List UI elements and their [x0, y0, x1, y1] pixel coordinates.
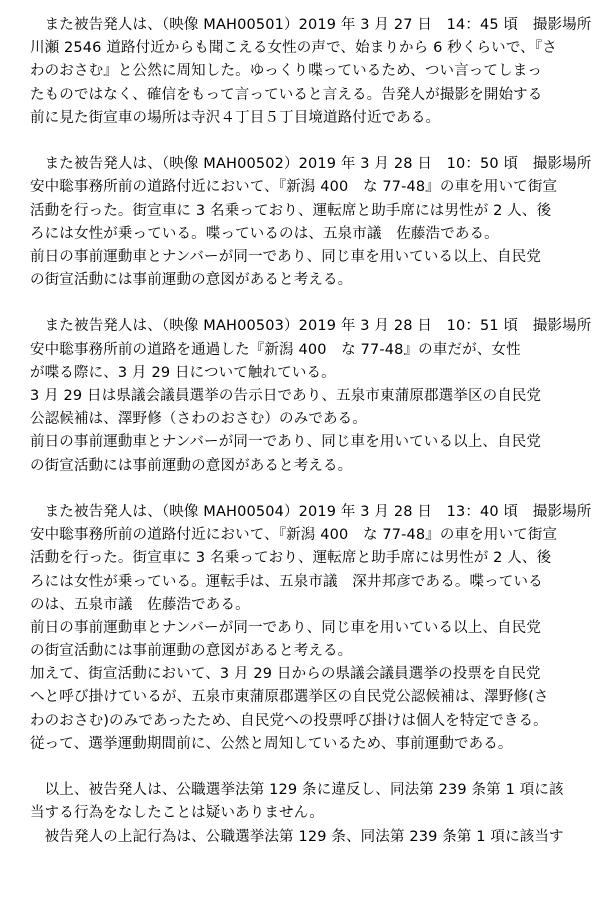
text-line: 当する行為をなしたことは疑いありません。	[30, 805, 324, 822]
text-line: ろには女性が乗っている。運転手は、五泉市議 深井邦彦である。喋っている	[30, 573, 543, 590]
text-line: 安中聡事務所前の道路付近において、『新潟 400 な 77-48』の車を用いて街宣	[30, 179, 558, 196]
text-line: また被告発人は、（映像 MAH00503）2019 年 3 月 28 日 10：51 頃 撮影場所	[30, 318, 592, 335]
text-line: 従って、選挙運動期間前に、公然と周知しているため、事前運動である。	[30, 735, 513, 752]
text-line: わのおさむ)のみであったため、自民党への投票呼び掛けは個人を特定できる。	[30, 712, 548, 729]
text-line: たものではなく、確信をもって言っていると言える。告発人が撮影を開始する	[30, 86, 543, 103]
text-line: の街宣活動には事前運動の意図があると考える。	[30, 272, 353, 289]
text-line: 安中聡事務所前の道路付近において、『新潟 400 な 77-48』の車を用いて街宣	[30, 527, 558, 544]
paragraph-gap	[30, 756, 598, 779]
text-line: 前に見た街宣車の場所は寺沢４丁目５丁目境道路付近である。	[30, 109, 441, 126]
paragraph-gap	[30, 130, 598, 153]
text-line: 安中聡事務所前の道路を通過した『新潟 400 な 77-48』の車だが、女性	[30, 341, 521, 358]
text-line: 活動を行った。街宣車に 3 名乗っており、運転席と助手席には男性が 2 人、後	[30, 550, 552, 567]
text-line: 活動を行った。街宣車に 3 名乗っており、運転席と助手席には男性が 2 人、後	[30, 202, 552, 219]
paragraph-mah00504	[30, 501, 598, 756]
text-line: わのおさむ』と公然に周知した。ゆっくり喋っているため、つい言ってしまっ	[30, 63, 543, 80]
text-line: 前日の事前運動車とナンバーが同一であり、同じ車を用いている以上、自民党	[30, 434, 542, 451]
text-line: 前日の事前運動車とナンバーが同一であり、同じ車を用いている以上、自民党	[30, 248, 542, 265]
text-line: 3 月 29 日は県議会議員選挙の告示日であり、五泉市東蒲原郡選挙区の自民党	[30, 388, 542, 404]
paragraph-gap	[30, 478, 598, 501]
paragraph-mah00501	[30, 14, 598, 130]
text-line: の街宣活動には事前運動の意図があると考える。	[30, 457, 353, 474]
paragraph-conclusion	[30, 779, 598, 849]
text-line: 川瀬 2546 道路付近からも聞こえる女性の声で、始まりから 6 秒くらいで、『さ	[30, 40, 557, 57]
text-line: へと呼び掛けているが、五泉市東蒲原郡選挙区の自民党公認候補は、澤野修(さ	[30, 689, 549, 706]
text-line: 以上、被告発人は、公職選挙法第 129 条に違反し、同法第 239 条第 1 項に該	[30, 782, 564, 799]
text-line: また被告発人は、（映像 MAH00504）2019 年 3 月 28 日 13：40 頃 撮影場所	[30, 503, 592, 520]
text-line: のは、五泉市議 佐藤浩である。	[30, 596, 250, 613]
text-line: また被告発人は、（映像 MAH00502）2019 年 3 月 28 日 10：50 頃 撮影場所	[30, 156, 592, 173]
paragraph-gap	[30, 292, 598, 315]
text-line: ろには女性が乗っている。喋っているのは、五泉市議 佐藤浩である。	[30, 225, 499, 242]
text-line: また被告発人は、（映像 MAH00501）2019 年 3 月 27 日 14：45 頃 撮影場所	[30, 17, 592, 33]
text-line: 加えて、街宣活動において、3 月 29 日からの県議会議員選挙の投票を自民党	[30, 666, 541, 683]
text-line: が喋る際に、3 月 29 日について触れている。	[30, 364, 336, 381]
paragraph-mah00502	[30, 153, 598, 292]
text-line: 前日の事前運動車とナンバーが同一であり、同じ車を用いている以上、自民党	[30, 619, 542, 636]
text-line: 被告発人の上記行為は、公職選挙法第 129 条、同法第 239 条第 1 項に該当す	[30, 828, 564, 845]
text-line: 公認候補は、澤野修（さわのおさむ）のみである。	[30, 411, 367, 428]
paragraph-mah00503	[30, 315, 598, 477]
text-line: の街宣活動には事前運動の意図があると考える。	[30, 643, 353, 660]
